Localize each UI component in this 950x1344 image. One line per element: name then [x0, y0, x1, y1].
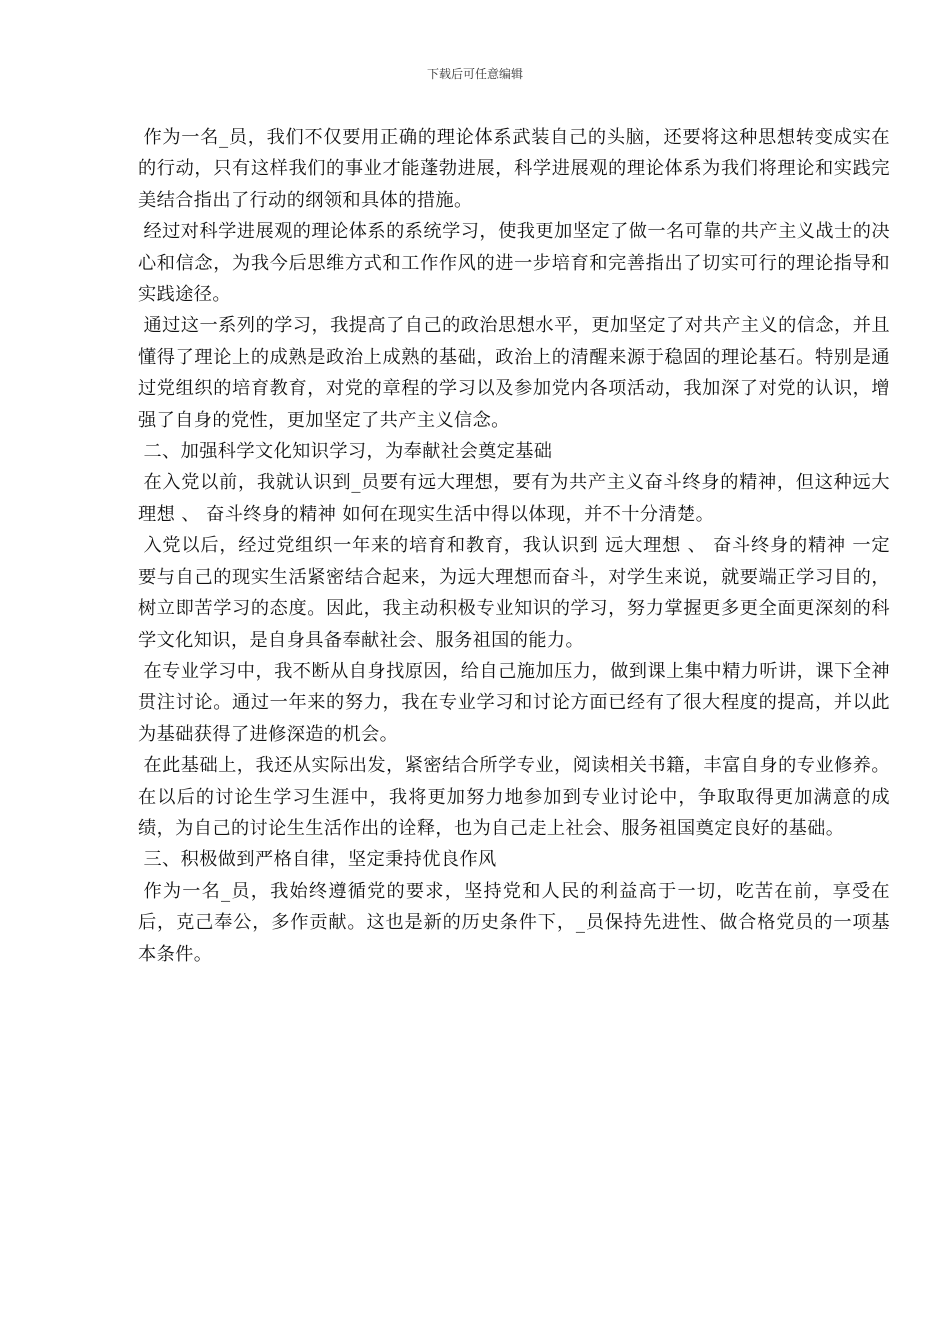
paragraph-7: 在此基础上，我还从实际出发，紧密结合所学专业，阅读相关书籍，丰富自身的专业修养。在以后的讨论生学习生涯中，我将更加努力地参加到专业讨论中，争取取得更加满意的成绩，为自己的讨论生生活作出的诠释，也为自己走上社会、服务祖国奠定良好的基础。 — [138, 755, 890, 839]
paragraph-4: 在入党以前，我就认识到_员要有远大理想，要有为共产主义奋斗终身的精神，但这种远大理想 、 奋斗终身的精神 如何在现实生活中得以体现，并不十分清楚。 — [138, 472, 890, 525]
paragraph-6: 在专业学习中，我不断从自身找原因，给自己施加压力，做到课上集中精力听讲，课下全神贯注讨论。通过一年来的努力，我在专业学习和讨论方面已经有了很大程度的提高，并以此为基础获得了进修深造的机会。 — [138, 660, 890, 745]
paragraph-3: 通过这一系列的学习，我提高了自己的政治思想水平，更加坚定了对共产主义的信念，并且懂得了理论上的成熟是政治上成熟的基础，政治上的清醒来源于稳固的理论基石。特别是通过党组织的培育教育，对党的章程的学习以及参加党内各项活动，我加深了对党的认识，增强了自身的党性，更加坚定了共产主义信念。 — [138, 315, 890, 431]
document-body — [138, 122, 890, 970]
paragraph-1: 作为一名_员，我们不仅要用正确的理论体系武装自己的头脑，还要将这种思想转变成实在的行动，只有这样我们的事业才能蓬勃进展，科学进展观的理论体系为我们将理论和实践完美结合指出了行动的纲领和具体的措施。 — [138, 127, 890, 211]
paragraph-2: 经过对科学进展观的理论体系的系统学习，使我更加坚定了做一名可靠的共产主义战士的决心和信念，为我今后思维方式和工作作风的进一步培育和完善指出了切实可行的理论指导和实践途径。 — [138, 221, 890, 306]
paragraph-8: 作为一名_员，我始终遵循党的要求，坚持党和人民的利益高于一切，吃苦在前，享受在后，克己奉公，多作贡献。这也是新的历史条件下，_员保持先进性、做合格党员的一项基本条件。 — [138, 880, 890, 965]
page-header: 下载后可任意编辑 — [426, 67, 523, 81]
paragraph-5: 入党以后，经过党组织一年来的培育和教育，我认识到 远大理想 、 奋斗终身的精神 一定要与自己的现实生活紧密结合起来，为远大理想而奋斗，对学生来说，就要端正学习目的，树立即苦学习的态度。因此，我主动积极专业知识的学习，努力掌握更多更全面更深刻的科学文化知识，是自身具备奉献社会、服务祖国的能力。 — [138, 535, 890, 651]
section-heading-3: 三、积极做到严格自律，坚定秉持优良作风 — [143, 849, 497, 871]
section-heading-2: 二、加强科学文化知识学习，为奉献社会奠定基础 — [143, 441, 553, 463]
